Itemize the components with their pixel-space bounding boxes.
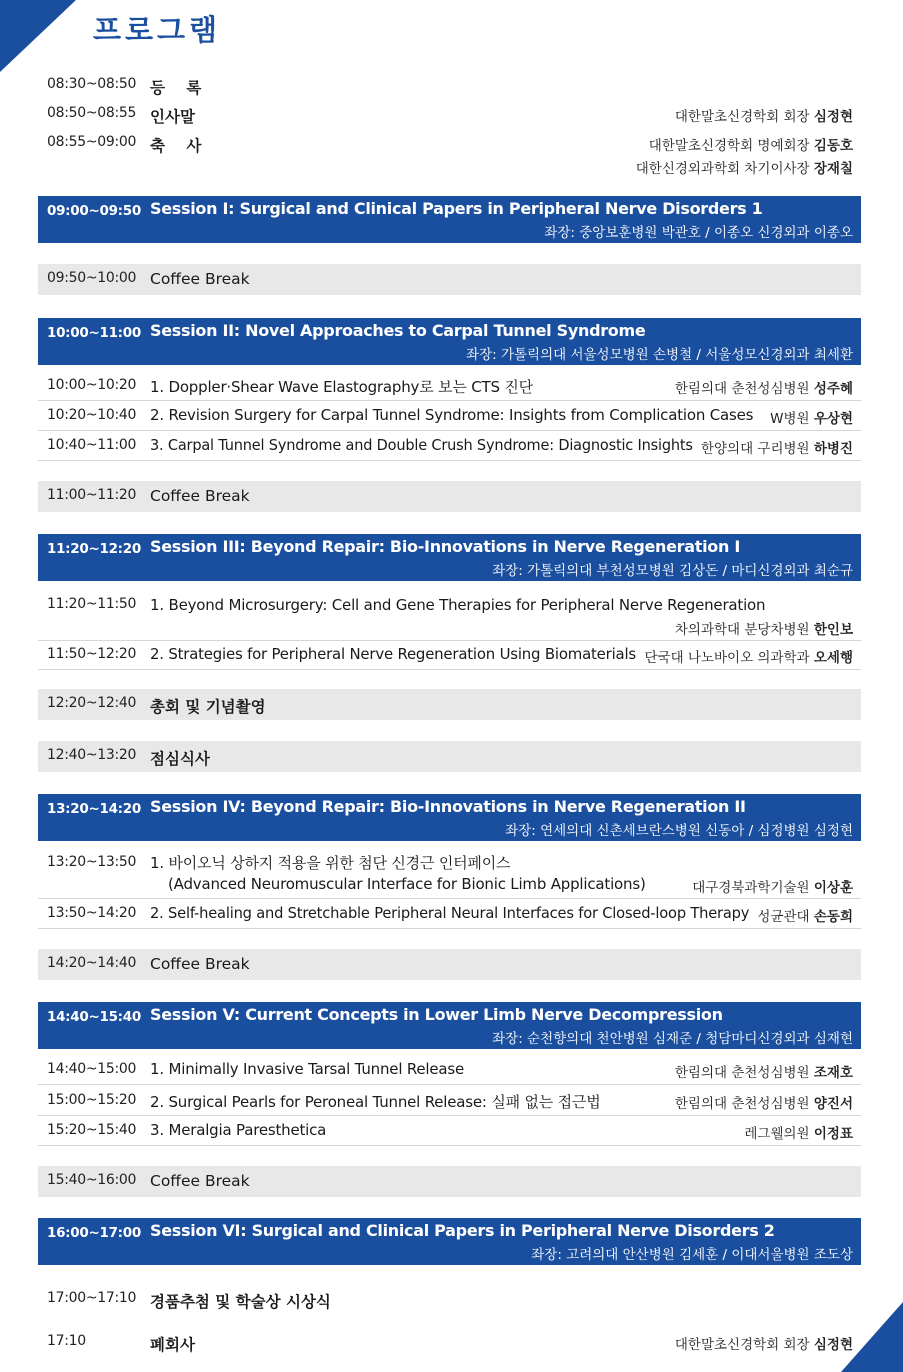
time-slot: 13:50~14:20	[47, 905, 137, 921]
time-slot: 12:20~12:40	[47, 695, 137, 711]
speaker	[675, 1092, 853, 1112]
time-slot: 13:20~13:50	[47, 854, 137, 870]
speaker-name: 이정표	[813, 1126, 853, 1142]
session-chair: 좌장: 순천향의대 천안병원 심재준 / 청담마디신경외과 심재현	[492, 1031, 853, 1047]
time-slot: 11:00~11:20	[47, 487, 137, 503]
row-label	[150, 853, 646, 895]
session-chair: 좌장: 연세의대 신촌세브란스병원 신동아 / 심정병원 심정현	[505, 823, 853, 839]
schedule-row	[38, 1086, 861, 1116]
row-label-line1: 1. 바이오닉 상하지 적용을 위한 첨단 신경근 인터페이스	[150, 854, 511, 872]
time-slot: 10:00~11:00	[47, 325, 141, 341]
schedule-row	[38, 899, 861, 929]
row-label: Session II: Novel Approaches to Carpal Tunnel Syndrome	[150, 321, 646, 340]
speaker-name: 한인보	[813, 622, 853, 638]
schedule-row	[38, 371, 861, 401]
break-row	[38, 689, 861, 720]
time-slot: 16:00~17:00	[47, 1225, 141, 1241]
speaker-affiliation: 한림의대 춘천성심병원	[674, 1096, 810, 1112]
row-label: 인사말	[150, 108, 195, 126]
speaker	[757, 905, 853, 925]
speaker	[675, 105, 853, 125]
schedule-row	[38, 590, 861, 641]
time-slot: 10:20~10:40	[47, 407, 137, 423]
schedule-row	[38, 431, 861, 461]
speaker-name: 성주혜	[813, 381, 853, 397]
speaker-affiliation: 대한신경외과학회 차기이사장	[635, 161, 810, 177]
row-label: 2. Revision Surgery for Carpal Tunnel Syndrome: Insights from Complication Cases	[150, 406, 754, 424]
time-slot: 14:40~15:40	[47, 1009, 141, 1025]
schedule-row	[38, 1055, 861, 1085]
speaker	[770, 407, 853, 427]
row-label: Coffee Break	[150, 270, 250, 288]
row-label: 2. Surgical Pearls for Peroneal Tunnel Release: 실패 없는 접근법	[150, 1093, 601, 1111]
time-slot: 08:30~08:50	[47, 76, 137, 92]
row-label: 1. Beyond Microsurgery: Cell and Gene Therapies for Peripheral Nerve Regeneration	[150, 596, 766, 614]
speaker-name: 하병진	[813, 441, 853, 457]
speaker-affiliation: 한양의대 구리병원	[700, 441, 810, 457]
session-chair: 좌장: 가톨릭의대 서울성모병원 손병철 / 서울성모신경외과 최세환	[466, 347, 853, 363]
speaker	[649, 134, 853, 154]
speaker-name: 심정현	[813, 109, 853, 125]
row-label: Session IV: Beyond Repair: Bio-Innovations in Nerve Regeneration II	[150, 797, 746, 816]
row-label: Session III: Beyond Repair: Bio-Innovations in Nerve Regeneration I	[150, 537, 740, 556]
row-label: Session VI: Surgical and Clinical Papers in Peripheral Nerve Disorders 2	[150, 1221, 775, 1240]
corner-decoration-top-left	[0, 0, 76, 72]
row-label: 3. Carpal Tunnel Syndrome and Double Crush Syndrome: Diagnostic Insights	[150, 436, 693, 454]
speaker-name: 손동희	[813, 909, 853, 925]
break-row	[38, 949, 861, 980]
time-slot: 14:20~14:40	[47, 955, 137, 971]
time-slot: 08:50~08:55	[47, 105, 137, 121]
speaker-affiliation: 레그웰의원	[744, 1126, 810, 1142]
time-slot: 09:50~10:00	[47, 270, 137, 286]
schedule-row	[38, 848, 861, 899]
row-label: Coffee Break	[150, 487, 250, 505]
time-slot: 13:20~14:20	[47, 801, 141, 817]
speaker	[675, 1061, 853, 1081]
row-label: 2. Self-healing and Stretchable Peripheral Neural Interfaces for Closed-loop Therapy	[150, 904, 750, 922]
speaker	[645, 646, 854, 666]
row-label-line2: (Advanced Neuromuscular Interface for Bionic Limb Applications)	[168, 875, 646, 893]
session-header	[38, 196, 861, 243]
row-label: 2. Strategies for Peripheral Nerve Regeneration Using Biomaterials	[150, 645, 636, 663]
speaker-affiliation: 한림의대 춘천성심병원	[674, 381, 810, 397]
time-slot: 11:20~11:50	[47, 596, 137, 612]
speaker-affiliation: 대한말초신경학회 명예회장	[648, 138, 810, 154]
speaker-affiliation: 단국대 나노바이오 의과학과	[644, 650, 810, 666]
schedule-row	[38, 1116, 861, 1146]
session-header	[38, 534, 861, 581]
time-slot: 11:50~12:20	[47, 646, 137, 662]
schedule-row	[38, 1329, 861, 1359]
row-label: Session I: Surgical and Clinical Papers in Peripheral Nerve Disorders 1	[150, 199, 763, 218]
schedule-row	[38, 401, 861, 431]
time-slot: 10:00~10:20	[47, 377, 137, 393]
session-header	[38, 1002, 861, 1049]
speaker-affiliation: 대한말초신경학회 회장	[674, 109, 810, 125]
row-label: 축 사	[150, 137, 210, 155]
speaker	[692, 876, 853, 896]
schedule-row	[38, 153, 861, 183]
speaker-affiliation: 성균관대	[757, 909, 810, 925]
row-label: 총회 및 기념촬영	[150, 698, 266, 716]
session-header	[38, 318, 861, 365]
speaker	[675, 377, 853, 397]
row-label: Session V: Current Concepts in Lower Limb Nerve Decompression	[150, 1005, 723, 1024]
time-slot: 15:00~15:20	[47, 1092, 137, 1108]
speaker-name: 심정현	[813, 1337, 853, 1353]
time-slot: 08:55~09:00	[47, 134, 137, 150]
row-label: 경품추첨 및 학술상 시상식	[150, 1293, 331, 1311]
speaker-affiliation: W병원	[770, 411, 810, 427]
session-header	[38, 1218, 861, 1265]
row-label: Coffee Break	[150, 955, 250, 973]
time-slot: 14:40~15:00	[47, 1061, 137, 1077]
break-row	[38, 264, 861, 295]
break-row	[38, 481, 861, 512]
speaker	[675, 1333, 853, 1353]
speaker-name: 조재호	[813, 1065, 853, 1081]
speaker-affiliation: 차의과학대 분당차병원	[674, 622, 810, 638]
speaker-name: 김동호	[813, 138, 853, 154]
schedule-row	[38, 1286, 861, 1316]
time-slot: 15:40~16:00	[47, 1172, 137, 1188]
break-row	[38, 1166, 861, 1197]
schedule-row	[38, 640, 861, 670]
speaker	[701, 437, 853, 457]
time-slot: 17:00~17:10	[47, 1290, 137, 1306]
time-slot: 11:20~12:20	[47, 541, 141, 557]
session-header	[38, 794, 861, 841]
session-chair: 좌장: 중앙보훈병원 박관호 / 이종오 신경외과 이종오	[544, 225, 853, 241]
row-label: 3. Meralgia Paresthetica	[150, 1121, 327, 1139]
row-label: 점심식사	[150, 750, 210, 768]
time-slot: 15:20~15:40	[47, 1122, 137, 1138]
speaker-name: 장재칠	[813, 161, 853, 177]
page-title: 프로그램	[93, 13, 222, 47]
session-chair: 좌장: 가톨릭의대 부천성모병원 김상돈 / 마디신경외과 최순규	[492, 563, 853, 579]
time-slot: 12:40~13:20	[47, 747, 137, 763]
speaker-name: 우상현	[813, 411, 853, 427]
time-slot: 10:40~11:00	[47, 437, 137, 453]
time-slot: 17:10	[47, 1333, 86, 1349]
row-label: 1. Minimally Invasive Tarsal Tunnel Release	[150, 1060, 465, 1078]
schedule-row	[38, 101, 861, 131]
speaker-affiliation: 대구경북과학기술원	[692, 880, 810, 896]
row-label: 등 록	[150, 79, 210, 97]
speaker-name: 이상훈	[813, 880, 853, 896]
speaker-affiliation: 한림의대 춘천성심병원	[674, 1065, 810, 1081]
speaker	[744, 1122, 853, 1142]
schedule-row	[38, 72, 861, 102]
speaker	[675, 618, 853, 638]
row-label: 폐회사	[150, 1336, 195, 1354]
speaker-name: 오세행	[813, 650, 853, 666]
row-label: 1. Doppler·Shear Wave Elastography로 보는 CTS 진단	[150, 378, 533, 396]
time-slot: 09:00~09:50	[47, 203, 141, 219]
speaker-affiliation: 대한말초신경학회 회장	[674, 1337, 810, 1353]
row-label: Coffee Break	[150, 1172, 250, 1190]
speaker	[636, 157, 853, 177]
session-chair: 좌장: 고려의대 안산병원 김세훈 / 이대서울병원 조도상	[531, 1247, 853, 1263]
break-row	[38, 741, 861, 772]
speaker-name: 양진서	[813, 1096, 853, 1112]
